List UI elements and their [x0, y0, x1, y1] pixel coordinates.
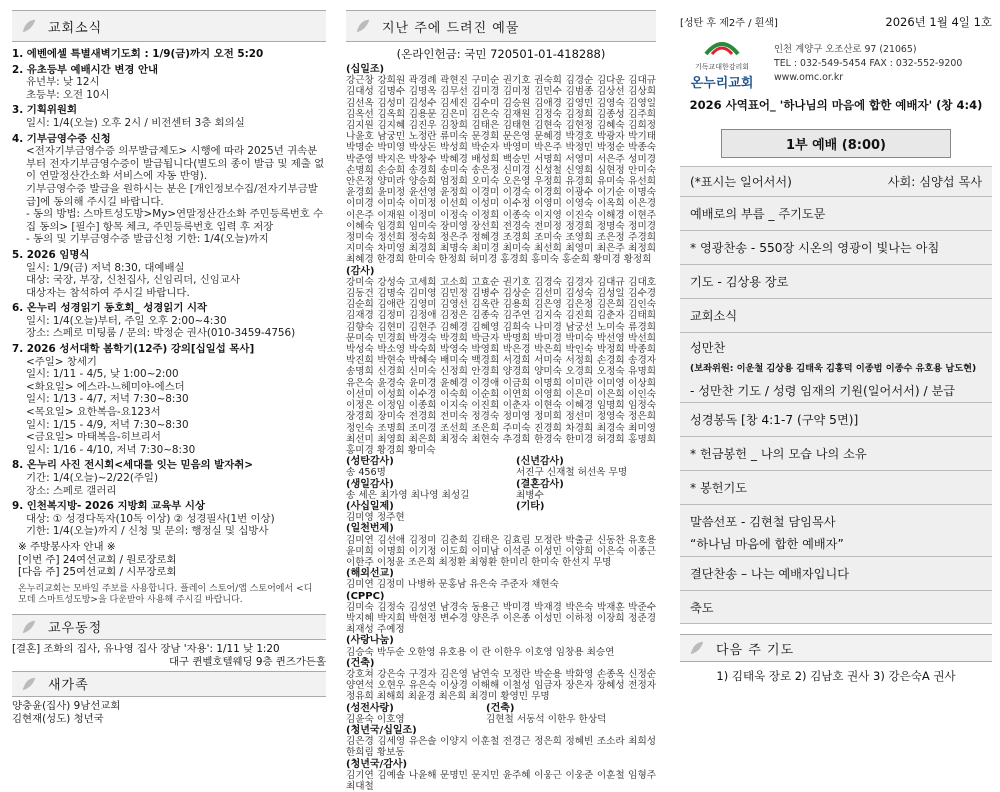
kitchen-duty: [12, 541, 326, 579]
offering-names: 강호쳐 강은숙 구경자 김은영 남연숙 모정란 박순용 박화영 손종옥 신정순 양연석 오현우 유은숙 이상경 이해해 이철성 임금자 장은자 장혜성 전정자 정유희 최해희 최윤경 최은희 최경미 황영민 무명: [346, 668, 656, 703]
offering-group-title: (건축): [486, 702, 515, 714]
denomination: 기독교대한감리회: [694, 63, 750, 71]
newcomer: 김현재(성도) 청년국: [12, 712, 104, 725]
news-detail: 일시: 1/4(오늘)부터, 주일 오후 2:00~4:30: [26, 314, 227, 327]
offering-group-title: (사랑나눔): [346, 635, 394, 647]
members-news: [12, 640, 326, 671]
year-theme: 2026 사역표어_ '하나님의 마음에 합한 예배자' (창 4:4): [689, 98, 983, 112]
news-detail: 유년부: 낮 12시: [26, 76, 100, 89]
kitchen-duty-line: [다음 주] 25여선교회 / 시무장로회: [18, 566, 177, 579]
news-heading: 7. 2026 성서대학 봄학기(12주) 강의[십일섭 목사]: [12, 343, 255, 356]
news-detail: <금요일> 마태복음-히브리서: [26, 431, 161, 444]
news-detail: 일시: 1/9(금) 저녁 8:30, 대예배실: [26, 261, 185, 274]
news-item: [12, 343, 326, 456]
church-logo: [680, 36, 764, 91]
offering-pair: [346, 479, 656, 490]
news-detail: <목요일> 요한복음-요123서: [26, 406, 161, 419]
offering-names: 김미연 김정미 나병하 문홍남 유은숙 주준자 채현숙: [346, 579, 559, 591]
offering-group-title: (일천번제): [346, 523, 394, 535]
news-detail: - 동의 및 기부금영수증 발급신청 기한: 1/4(오늘)까지: [26, 233, 269, 246]
offering-pair: [346, 467, 656, 478]
news-item: [12, 459, 326, 497]
news-item: [12, 133, 326, 246]
news-heading: 6. 온누리 성경읽기 동호회_ 성경읽기 시작: [12, 302, 208, 315]
news-detail: 기간: 1/4(오늘)~2/22(주일): [26, 472, 159, 484]
service-item: 축도: [680, 590, 992, 624]
wedding-venue: 대구 퀸벨호텔웨딩 9층 퀸즈가든홀: [168, 655, 326, 668]
service-item: 교회소식: [680, 298, 992, 332]
offering-pair: [346, 501, 656, 512]
offering-group-title: (해외선교): [346, 568, 394, 580]
offering-names: 강미숙 강성숙 고세희 고소희 고효순 권기호 김경숙 김경자 김대규 김대호 김동건 김명숙 김미영 김민정 김병수 김상순 김선미 김성숙 김성일 김수경 김순희 김애란 김영미 김영선 김옥란 김용희 김은영 김은정 김은희 김인숙 김재경 김정미 김정애 김정은 김종숙 김주연 김지숙 김진희 김춘자 김태희 김향숙 김현미 김현주 김혜경 김혜영 김희숙 나미경 남궁선 노미숙 류경희 문미숙 민경희 박경숙 박경희 박금자 박명희 박미경 박미숙 박선영 박선희 박성숙 박소영 박숙희 박영숙 박영희 박은경 박은희 박인숙 박정희 박종희 박진희 박현숙 박혜숙 배미숙 백경희 서경희 서미숙 서정희 손경희 송경자 송명희 신경희 신미숙 신정희 안경희 양경희 양미숙 오경희 오정숙 유명희 유은숙 윤경숙 윤미경 윤혜경 이경애 이금희 이명희 이미란 이미영 이상희 이선미 이성희 이수경 이숙희 이순희 이연희 이영희 이은미 이은희 이인숙 이정은 이정임 이종희 이지숙 이진희 이춘자 이현숙 이혜경 임명희 임정숙 장경희 장미숙 전경희 전미숙 정경숙 정미영 정미희 정선미 정영숙 정은희 정인숙 조명희 조미경 조선희 조은희 주미숙 진경희 차경희 최경숙 최미영 최선미 최영희 최은희 최정숙 최현숙 추경희 한경숙 한미경 허경희 홍명희 홍미경 황경희 황미숙: [346, 276, 656, 456]
news-item: [12, 64, 326, 102]
order-of-service-column: [672, 0, 1000, 708]
offering-names: 김승숙 박두순 오한영 유호용 이 란 이한우 이호영 임창용 최승연: [346, 646, 615, 658]
news-heading: 5. 2026 임명식: [12, 248, 90, 261]
service-host: 사회: 심양섭 목사: [887, 175, 982, 189]
bulletin-date: 2026년 1월 4일 1호: [885, 15, 992, 29]
news-item: [12, 500, 326, 538]
offering-names: 김현철 서동석 이한우 한상덕: [486, 713, 607, 725]
offering-names: 김기연 김예솔 나윤해 문명민 문지민 윤주혜 이웅근 이웅준 이훈철 임형주 최대철: [346, 769, 656, 792]
offering-names: 강근창 강희원 곽경례 곽현진 구미순 권기호 권숙희 김경순 김다운 김대규 김대성 김명수 김명옥 김무선 김미경 김미정 김민수 김범종 김상선 김상희 김선옥 김성미 김성수 김세진 김수미 김승원 김애경 김영민 김영숙 김영일 김옥선 김옥희 김용문 김은미 김은숙 김재원 김정숙 김정희 김종성 김주희 김지원 김지혜 김진우 김창희 김태은 김태현 김현숙 김현정 김혜숙 김희정 나윤호 남궁민 노정란 류미숙 문경희 문은영 문혜경 박경호 박광자 박기태 박명순 박미영 박상돈 박성희 박순자 박영미 박은주 박정민 박정순 박종숙 박준영 박지은 박창수 박혜경 배성희 백승민 서명희 서영미 서은주 성미경 손명희 손승희 송경희 송미숙 송은정 신미경 신성철 신영희 심현정 안미숙 안은정 양미라 양승희 엄정희 오미숙 오은영 우정희 유경희 유미숙 유선희 윤경희 윤미정 윤선영 윤정희 이경미 이경숙 이경희 이광수 이기순 이명숙 이미경 이미숙 이미정 이선희 이성미 이수정 이영미 이영숙 이옥희 이은경 이은주 이재원 이정미 이정숙 이정희 이종숙 이지영 이진숙 이해경 이현주 이혜숙 임경희 임미숙 장미영 장선희 전경숙 전미정 정경희 정명숙 정미경 정미숙 정선희 정숙희 정은주 정혜경 조경희 조미숙 조영희 조은정 주경희 지미숙 차미영 최경희 최명숙 최미경 최미숙 최선희 최영미 최은주 최정희 최혜경 한경희 한미숙 한정희 허미경 홍경희 홍미숙 홍순희 황미경 황정희: [346, 75, 656, 266]
service-item: 결단찬송 – 나는 예배자입니다: [680, 556, 992, 590]
service-item: 기도 - 김상용 장로: [680, 264, 992, 298]
offering-group-title: (성탄감사): [346, 456, 394, 468]
service-item: 예배로의 부름 _ 주기도문: [680, 196, 992, 230]
offering-names: 최병수: [516, 489, 544, 501]
offering-pair: [346, 456, 656, 467]
news-detail: 대상자는 참석하여 주시길 바랍니다.: [26, 286, 190, 299]
newcomers-header: [12, 671, 326, 697]
news-detail: <화요일> 에스라-느헤미야-에스더: [26, 380, 185, 393]
offerings-header: [346, 10, 656, 42]
offering-names: 김윤숙 이호영: [346, 713, 405, 725]
news-detail: 초등부: 오전 10시: [26, 88, 110, 101]
leaf-icon: [20, 675, 38, 693]
offering-pair: [346, 490, 656, 501]
news-heading: 3. 기획위원회: [12, 104, 77, 117]
offering-group-title: (성전사랑): [346, 702, 394, 714]
liturgical-week: [성탄 후 제2주 / 흰색]: [680, 18, 778, 29]
offering-group-title: (생일감사): [346, 478, 394, 490]
newcomer: 양충윤(집사) 9남선교회: [12, 699, 121, 712]
news-detail: 일시: 1/13 - 4/7, 저녁 7:30~8:30: [26, 393, 189, 406]
news-list: [12, 48, 326, 608]
leaf-icon: [20, 17, 38, 35]
news-detail: 일시: 1/4(오늘) 오후 2시 / 비전센터 3층 회의실: [26, 116, 245, 129]
leaf-icon: [354, 17, 372, 35]
service-item: * 영광찬송 - 550장 시온의 영광이 빛나는 아침: [680, 230, 992, 264]
church-address: 인천 계양구 오조산로 97 (21065): [774, 43, 917, 55]
news-item: [12, 104, 326, 129]
offering-pair: [346, 714, 656, 725]
offering-group-title: (CPPC): [346, 590, 385, 602]
service-header-row: [680, 166, 992, 196]
leaf-icon: [688, 639, 706, 657]
online-offering-account: (온라인헌금: 국민 720501-01-418288): [396, 47, 606, 61]
church-name: 온누리교회: [690, 76, 754, 91]
news-detail: 기부금영수증 발급을 원하시는 분은 [개인정보수집/전자기부금발급]에 동의해 주시길 바랍니다.: [26, 182, 318, 208]
news-heading: 1. 에벤에셀 특별새벽기도회 : 1/9(금)까지 오전 5:20: [12, 48, 264, 60]
offering-group-title: (사십일제): [346, 500, 394, 512]
service-item: * 봉헌기도: [680, 470, 992, 504]
offering-names: 김은경 김세영 유은솔 이양지 이훈철 전경근 정은희 정혜빈 조소라 최희성 한희림 황보동: [346, 736, 656, 759]
news-column: [0, 0, 332, 725]
news-detail: <전자기부금영수증 의무발급제도> 시행에 따라 2025년 귀속분부터 전자기부금영수증이 발급됩니다(별도의 종이 발급 및 제출 없이 연말정산간소화 서비스에 자동 반영).: [26, 145, 325, 183]
bulletin-header: [680, 14, 992, 30]
news-item: [12, 249, 326, 299]
news-heading: 9. 인천복지방- 2026 지방회 교육부 시상: [12, 500, 205, 513]
church-logo-icon: [702, 36, 742, 58]
offering-names: 송 456명: [346, 467, 386, 479]
news-detail: 일시: 1/11 - 4/5, 낮 1:00~2:00: [26, 368, 179, 381]
offering-names: 김미숙 김정숙 김성연 남경숙 동용근 박미경 박재경 박은숙 박재훈 박준수 박지혜 박지희 박현정 변수경 양은주 이은종 이성민 이하정 이장희 정준경 최재성 주예정: [346, 601, 656, 636]
news-detail: 기한: 1/4(오늘)까지 / 신청 및 문의: 행정실 및 십방사: [26, 525, 269, 538]
news-detail: <주일> 창세기: [26, 355, 97, 368]
offering-pair: [346, 703, 656, 714]
news-detail: 장소: 스페로 미팅룸 / 문의: 박정순 권사(010-3459-4756): [26, 327, 296, 340]
news-detail: 장소: 스페로 갤러리: [26, 484, 117, 497]
offering-group-title: (신년감사): [516, 456, 564, 468]
service-item: 말씀선포 - 김현철 담임목사: [680, 504, 992, 530]
news-heading: 2. 유초등부 예배시간 변경 안내: [12, 63, 159, 76]
news-title: 교회소식: [48, 20, 103, 36]
offering-group-title: (감사): [346, 265, 375, 277]
offering-group-title: (십일조): [346, 64, 385, 75]
offering-list: [346, 64, 656, 792]
offering-names: 송 세은 최가영 최나영 최성길: [346, 489, 470, 501]
offering-group-title: (건축): [346, 657, 375, 669]
service-item: * 헌금봉헌 _ 나의 모습 나의 소유: [680, 436, 992, 470]
service-title: 1부 예배 (8:00): [721, 129, 951, 158]
church-phone: TEL : 032-549-5454 FAX : 032-552-9200: [774, 57, 963, 69]
news-detail: 일시: 1/15 - 4/9, 저녁 7:30~8:30: [26, 418, 189, 431]
service-item: - 성만찬 기도 / 성령 임재의 기원(일어서서) / 분급: [680, 378, 992, 402]
offering-group-title: (청년국/십일조): [346, 724, 417, 736]
offering-group-title: (결혼감사): [516, 478, 564, 490]
news-detail: 일시: 1/16 - 4/10, 저녁 7:30~8:30: [26, 443, 196, 456]
offerings-title: 지난 주에 드려진 예물: [382, 20, 520, 36]
members-header: [12, 614, 326, 640]
newcomers-list: [12, 697, 326, 726]
offering-group-title: (기타): [516, 500, 545, 512]
leaf-icon: [20, 618, 38, 636]
next-prayer-header: [680, 634, 992, 662]
church-info: [680, 36, 992, 91]
church-contact: [774, 43, 962, 85]
members-title: 교우동정: [48, 621, 103, 637]
news-heading: 4. 기부금영수증 신청: [12, 132, 111, 145]
offering-names: 서진구 신재철 허선옥 무명: [516, 467, 628, 479]
news-item: [12, 302, 326, 340]
offering-names: 김미영 정주현: [346, 512, 405, 524]
kitchen-duty-title: ※ 주방봉사자 안내 ※: [18, 540, 116, 553]
next-prayer-list: 1) 김태욱 장로 2) 김남호 권사 3) 강은숙A 권사: [716, 669, 956, 683]
offering-group-title: (청년국/감사): [346, 758, 408, 770]
kitchen-duty-line: [이번 주] 24여선교회 / 원로장로회: [18, 553, 177, 566]
newcomers-title: 새가족: [48, 678, 89, 694]
next-prayer-title: 다음 주 기도: [716, 642, 795, 658]
sermon-title: “하나님 마음에 합한 예배자”: [680, 530, 992, 556]
wedding-note: [결혼] 조화의 집사, 유나영 집사 장남 '자용': 1/11 낮 1:20: [12, 642, 280, 655]
stand-note: (*표시는 일어서서): [690, 175, 792, 189]
order-of-service: [680, 166, 992, 624]
service-item-note: (보좌위원: 이운철 김상용 김태욱 김홍덕 이종범 이종수 유호용 남도현): [680, 356, 992, 378]
service-item: 성만찬: [680, 332, 992, 356]
news-detail: 대상: 국장, 부장, 신천집사, 신임리더, 신임교사: [26, 274, 240, 287]
church-website: www.omc.or.kr: [774, 71, 844, 83]
offering-names: 김미연 김선애 김정미 김춘희 김태은 김효림 모정란 박출균 신동찬 유호용 윤미희 이명희 이기정 이도희 이미남 이석준 이성민 이양희 이은숙 이종근 이한주 이청윤 조은희 최정환 최형환 한미리 한미숙 한선지 무명: [346, 534, 656, 568]
news-item: [12, 48, 326, 61]
offerings-column: [342, 0, 660, 792]
app-note: 온누리교회는 모바일 주보를 사용합니다. 플레이 스토어/앱 스토어에서 <디모데 스마트성도방>을 다운받아 사용해 주시길 바랍니다.: [18, 583, 313, 605]
news-detail: - 동의 방법: 스마트성도방>My>연말정산간소화 주민등록번호 수집 동의> [필수] 항목 체크, 주민등록번호 입력 후 저장: [26, 208, 324, 233]
news-header: [12, 10, 326, 42]
news-detail: 대상: ① 성경다독자(10독 이상) ② 성경필사(1번 이상): [26, 512, 275, 525]
service-item: 성경봉독 [창 4:1-7 (구약 5면)]: [680, 402, 992, 436]
news-heading: 8. 온누리 사진 전시회<세대를 잇는 믿음의 발자취>: [12, 459, 254, 472]
